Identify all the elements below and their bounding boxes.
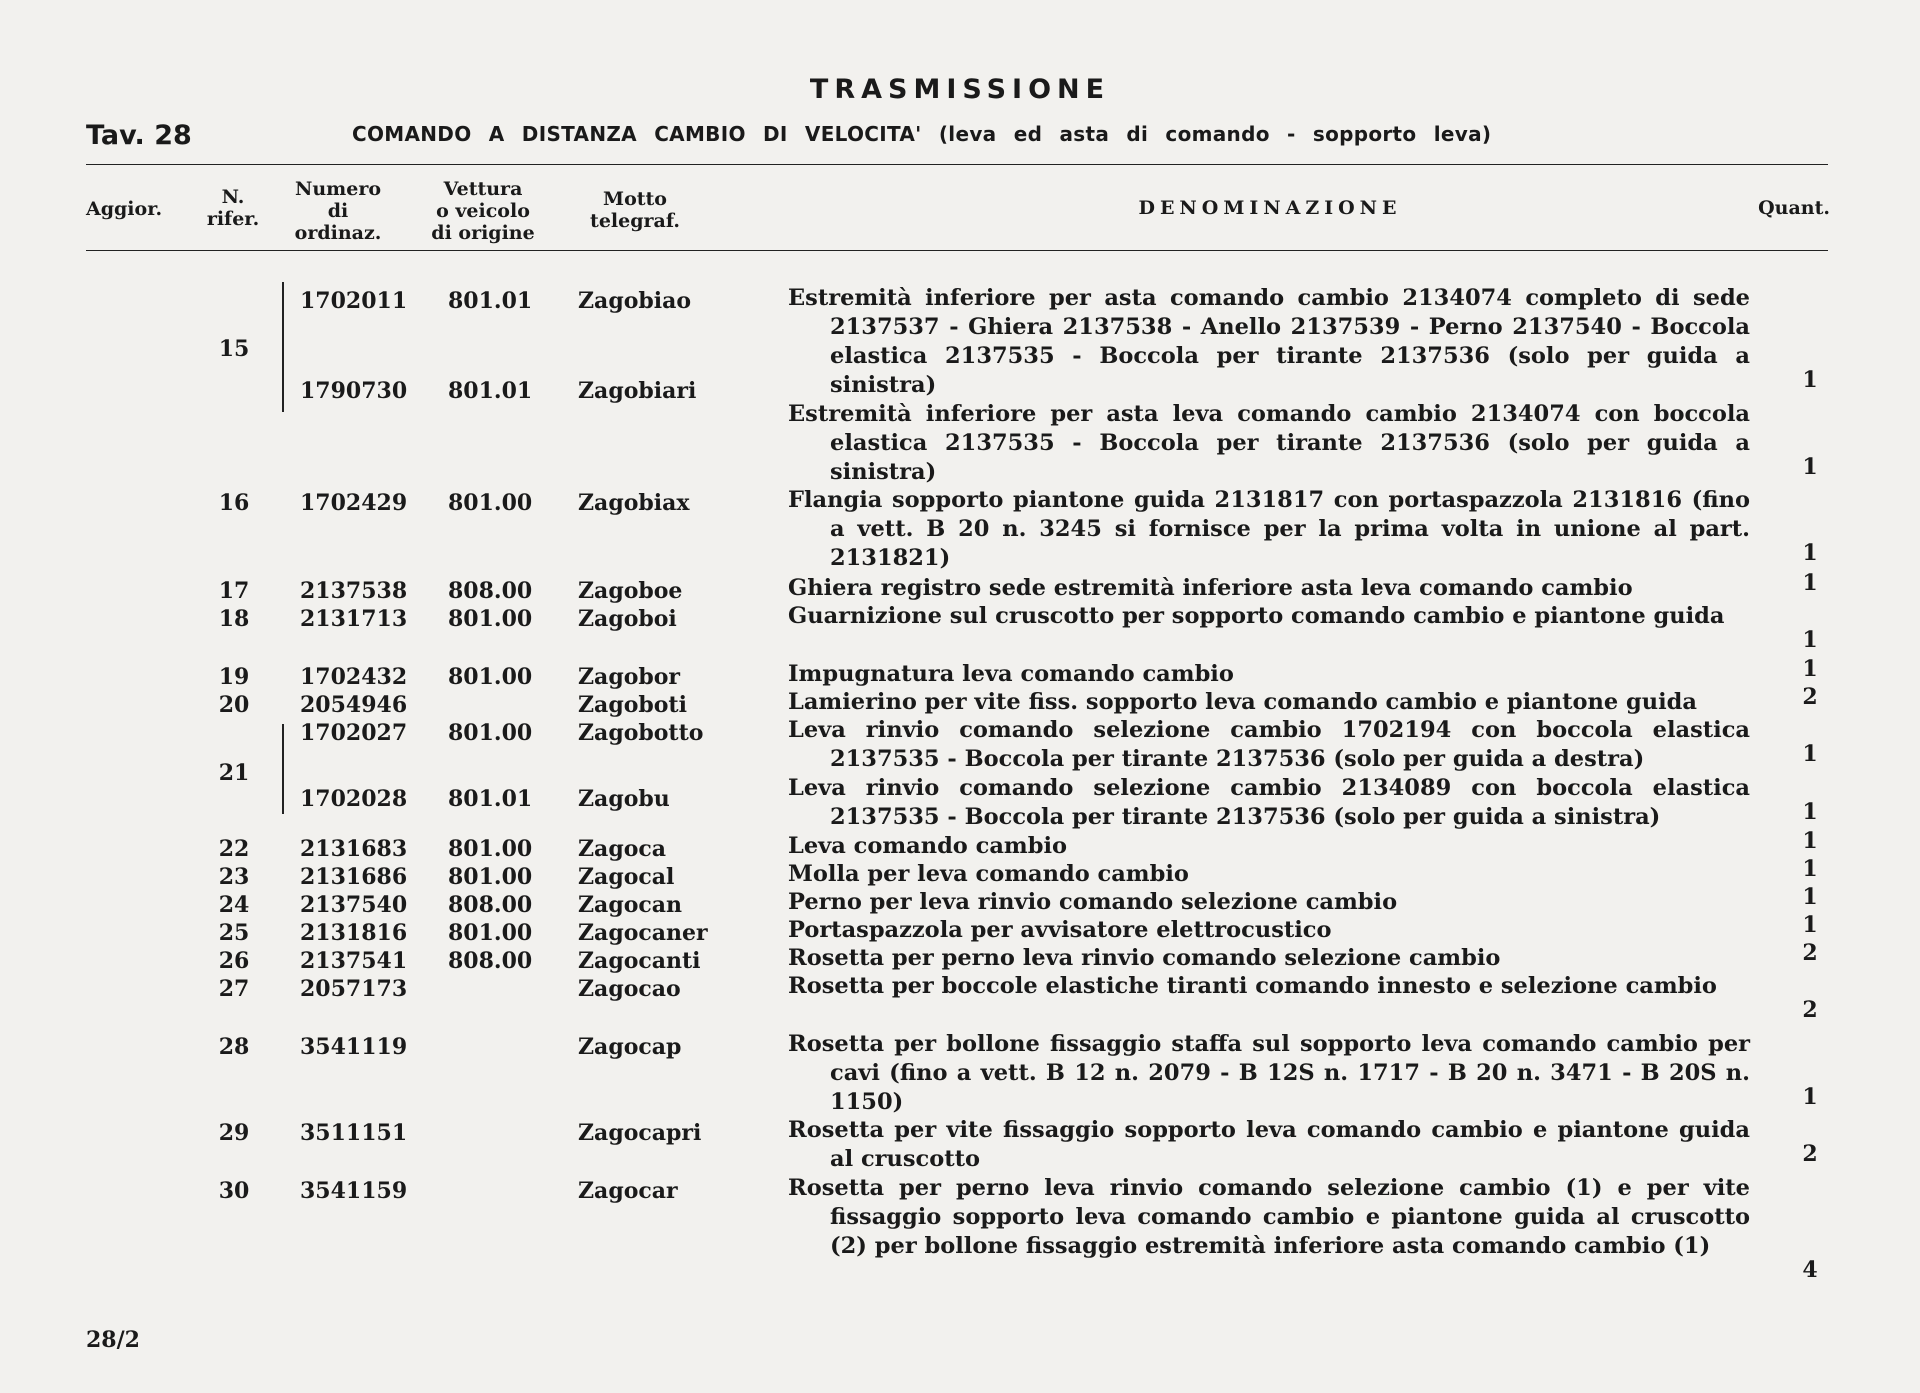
col-header-quant: Quant. (1758, 197, 1830, 219)
vehicle-origin: 801.01 (448, 288, 533, 314)
vehicle-origin: 801.01 (448, 786, 533, 812)
quantity: 2 (1802, 940, 1818, 966)
order-number: 1702432 (300, 664, 408, 690)
ref-number: 25 (218, 920, 250, 946)
part-description: Rosetta per perno leva rinvio comando selezione cambio (788, 945, 1501, 971)
telegraph-code: Zagoboi (578, 606, 677, 632)
quantity: 4 (1802, 1257, 1818, 1283)
ref-number: 16 (218, 490, 250, 516)
quantity: 1 (1802, 799, 1818, 825)
telegraph-code: Zagocaner (578, 920, 708, 946)
telegraph-code: Zagobiao (578, 288, 692, 314)
ref-number: 18 (218, 606, 250, 632)
order-number: 1702027 (300, 720, 408, 746)
quantity: 1 (1802, 570, 1818, 596)
quantity: 1 (1802, 912, 1818, 938)
vehicle-origin: 808.00 (448, 948, 533, 974)
part-description: Ghiera registro sede estremità inferiore asta leva comando cambio (788, 575, 1633, 601)
ref-number: 15 (218, 336, 250, 362)
quantity: 1 (1802, 1084, 1818, 1110)
ref-number: 24 (218, 892, 250, 918)
part-description: Leva comando cambio (788, 833, 1068, 859)
telegraph-code: Zagocapri (578, 1120, 702, 1146)
ref-number: 29 (218, 1120, 250, 1146)
quantity: 2 (1802, 684, 1818, 710)
order-number: 2131686 (300, 864, 408, 890)
telegraph-code: Zagocar (578, 1178, 678, 1204)
quantity: 1 (1802, 828, 1818, 854)
quantity: 1 (1802, 454, 1818, 480)
part-description: Leva rinvio comando selezione cambio 1702194 con boccola elastica 2137535 - Boccola per tirante 2137536 (solo per guida a destra) (788, 717, 1750, 772)
part-description: Molla per leva comando cambio (788, 861, 1189, 887)
order-number: 2131713 (300, 606, 408, 632)
order-number: 2137541 (300, 948, 408, 974)
col-header-nrif: N. rifer. (206, 186, 260, 230)
ref-number: 21 (218, 760, 250, 786)
part-description: Rosetta per vite fissaggio sopporto leva comando cambio e piantone guida al cruscotto (788, 1117, 1750, 1172)
quantity: 1 (1802, 367, 1818, 393)
ref-number: 30 (218, 1178, 250, 1204)
telegraph-code: Zagocanti (578, 948, 701, 974)
part-description: Rosetta per bollone fissaggio staffa sul sopporto leva comando cambio per cavi (fino a vett. B 12 n. 2079 - B 12S n. 1717 - B 20 n. 3471 - B 20S n. 1150) (788, 1031, 1750, 1115)
vehicle-origin: 808.00 (448, 578, 533, 604)
telegraph-code: Zagobotto (578, 720, 704, 746)
col-header-motto: Motto telegraf. (590, 188, 680, 232)
telegraph-code: Zagocap (578, 1034, 682, 1060)
order-number: 3511151 (300, 1120, 408, 1146)
order-number: 3541159 (300, 1178, 408, 1204)
ref-number: 26 (218, 948, 250, 974)
telegraph-code: Zagocao (578, 976, 681, 1002)
order-number: 2137538 (300, 578, 408, 604)
order-number: 2137540 (300, 892, 408, 918)
page-subtitle: COMANDO A DISTANZA CAMBIO DI VELOCITA' (leva ed asta di comando - sopporto leva) (352, 122, 1492, 146)
ref-number: 19 (218, 664, 250, 690)
vehicle-origin: 801.00 (448, 606, 533, 632)
quantity: 1 (1802, 856, 1818, 882)
ref-number: 22 (218, 836, 250, 862)
quantity: 1 (1802, 540, 1818, 566)
order-number: 1790730 (300, 378, 408, 404)
quantity: 1 (1802, 627, 1818, 653)
ref-number: 17 (218, 578, 250, 604)
col-header-aggior: Aggior. (86, 198, 163, 220)
telegraph-code: Zagobiax (578, 490, 690, 516)
telegraph-code: Zagobor (578, 664, 681, 690)
telegraph-code: Zagoboe (578, 578, 683, 604)
brace-ref-21 (282, 724, 284, 814)
col-header-denominazione: DENOMINAZIONE (1138, 197, 1402, 219)
ref-number: 23 (218, 864, 250, 890)
vehicle-origin: 801.01 (448, 378, 533, 404)
page-number: 28/2 (86, 1327, 140, 1353)
part-description: Flangia sopporto piantone guida 2131817 con portaspazzola 2131816 (fino a vett. B 20 n. 3245 si fornisce per la prima volta in unione al part. 2131821) (788, 487, 1750, 571)
vehicle-origin: 801.00 (448, 920, 533, 946)
part-description: Estremità inferiore per asta leva comando cambio 2134074 con boccola elastica 2137535 - Boccola per tirante 2137536 (solo per guida a sinistra) (788, 401, 1750, 485)
section-title: TRASMISSIONE (809, 74, 1111, 105)
order-number: 2131683 (300, 836, 408, 862)
quantity: 2 (1802, 997, 1818, 1023)
quantity: 1 (1802, 741, 1818, 767)
part-description: Impugnatura leva comando cambio (788, 661, 1234, 687)
order-number: 2057173 (300, 976, 408, 1002)
telegraph-code: Zagoca (578, 836, 667, 862)
telegraph-code: Zagoboti (578, 692, 687, 718)
order-number: 3541119 (300, 1034, 408, 1060)
part-description: Leva rinvio comando selezione cambio 2134089 con boccola elastica 2137535 - Boccola per tirante 2137536 (solo per guida a sinistra) (788, 775, 1750, 830)
table-number: Tav. 28 (86, 120, 192, 151)
header-rule-bottom (86, 250, 1828, 251)
vehicle-origin: 808.00 (448, 892, 533, 918)
quantity: 1 (1802, 884, 1818, 910)
part-description: Guarnizione sul cruscotto per sopporto comando cambio e piantone guida (788, 603, 1725, 629)
ref-number: 20 (218, 692, 250, 718)
header-rule-top (86, 164, 1828, 165)
telegraph-code: Zagocal (578, 864, 675, 890)
order-number: 2054946 (300, 692, 408, 718)
order-number: 1702429 (300, 490, 408, 516)
ref-number: 28 (218, 1034, 250, 1060)
part-description: Rosetta per boccole elastiche tiranti comando innesto e selezione cambio (788, 973, 1717, 999)
order-number: 2131816 (300, 920, 408, 946)
order-number: 1702028 (300, 786, 408, 812)
ref-number: 27 (218, 976, 250, 1002)
part-description: Lamierino per vite fiss. sopporto leva comando cambio e piantone guida (788, 689, 1697, 715)
quantity: 1 (1802, 656, 1818, 682)
vehicle-origin: 801.00 (448, 490, 533, 516)
vehicle-origin: 801.00 (448, 864, 533, 890)
telegraph-code: Zagobiari (578, 378, 697, 404)
quantity: 2 (1802, 1141, 1818, 1167)
col-header-vettura: Vettura o veicolo di origine (431, 178, 535, 244)
part-description: Estremità inferiore per asta comando cambio 2134074 completo di sede 2137537 - Ghiera 2137538 - Anello 2137539 - Perno 2137540 - Boccola elastica 2137535 - Boccola per tirante 2137536 (solo per guida a sinistra) (788, 285, 1750, 398)
part-description: Perno per leva rinvio comando selezione cambio (788, 889, 1398, 915)
order-number: 1702011 (300, 288, 408, 314)
telegraph-code: Zagobu (578, 786, 670, 812)
col-header-numero: Numero di ordinaz. (294, 178, 382, 244)
vehicle-origin: 801.00 (448, 664, 533, 690)
telegraph-code: Zagocan (578, 892, 683, 918)
vehicle-origin: 801.00 (448, 720, 533, 746)
part-description: Portaspazzola per avvisatore elettrocustico (788, 917, 1332, 943)
vehicle-origin: 801.00 (448, 836, 533, 862)
part-description: Rosetta per perno leva rinvio comando selezione cambio (1) e per vite fissaggio sopporto leva comando cambio e piantone guida al cruscotto (2) per bollone fissaggio estremità inferiore asta comando cambio (1) (788, 1175, 1750, 1259)
brace-ref-15 (282, 282, 284, 412)
